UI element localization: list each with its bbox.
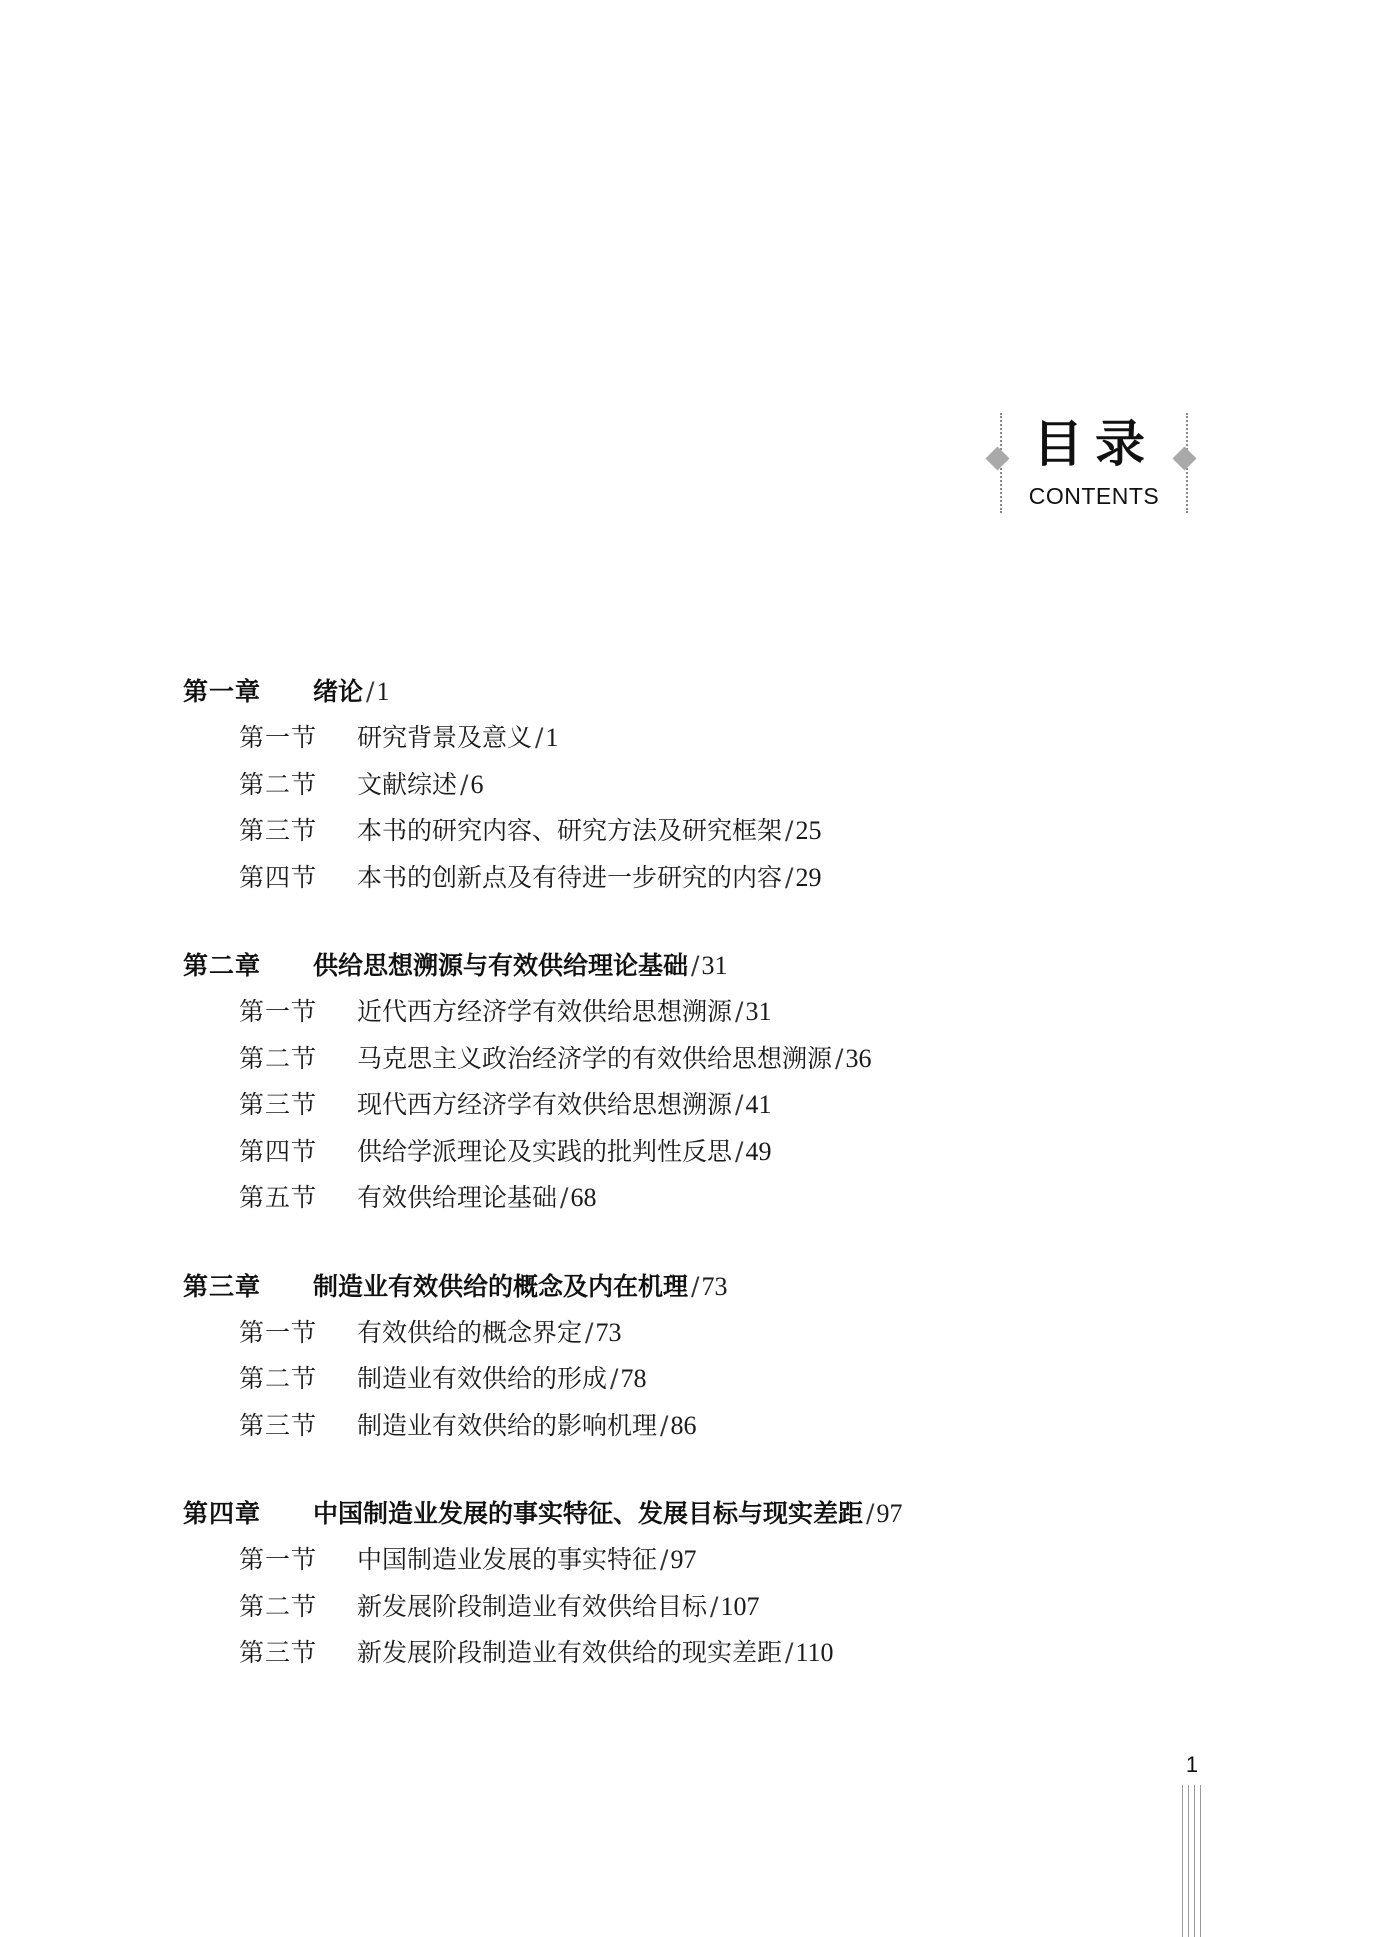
section-entry [183,1359,1183,1406]
section-page-number: 41 [745,1090,772,1119]
section-page-number: 78 [620,1364,647,1393]
section-title: 新发展阶段制造业有效供给的现实差距 [357,1638,783,1667]
section-title: 研究背景及意义 [357,723,533,752]
page-separator: / [785,816,794,845]
chapter-block [183,1267,1183,1453]
section-entry [183,1633,1183,1680]
section-entry [183,1132,1183,1179]
chapter-block [183,672,1183,904]
chapter-page-number: 97 [876,1499,903,1528]
chapter-label: 第一章 [183,677,262,706]
section-page-number: 107 [720,1591,760,1621]
section-page-number: 49 [745,1136,772,1166]
chapter-title: 中国制造业发展的事实特征、发展目标与现实差距 [313,1499,864,1528]
page-separator: / [735,1136,744,1166]
section-entry [183,811,1183,858]
section-page-number: 31 [745,997,772,1026]
section-label: 第三节 [239,1410,318,1440]
page-separator: / [610,1364,619,1393]
section-entry [183,718,1183,765]
section-page-number: 6 [470,769,484,799]
section-label: 第一节 [239,997,318,1026]
section-page-number: 73 [595,1317,622,1347]
page-separator: / [560,1183,569,1212]
section-label: 第二节 [239,769,318,799]
section-entry [183,1313,1183,1360]
toc-heading [985,413,1200,513]
heading-subtitle: CONTENTS [1028,483,1160,509]
chapter-label: 第四章 [183,1499,262,1528]
section-label: 第三节 [239,816,318,845]
section-entry [183,858,1183,905]
diamond-right-icon [1172,446,1196,470]
page-separator: / [835,1043,844,1073]
chapter-page-number: 73 [701,1271,728,1301]
page-separator: / [735,997,744,1026]
folio-rule [1200,1785,1201,1937]
section-entry [183,1085,1183,1132]
section-label: 第二节 [239,1591,318,1621]
section-page-number: 86 [670,1410,697,1440]
section-label: 第四节 [239,1136,318,1166]
section-title: 中国制造业发展的事实特征 [357,1545,658,1574]
folio-rule [1194,1785,1195,1937]
page-separator: / [735,1090,744,1119]
section-title: 新发展阶段制造业有效供给目标 [357,1591,708,1621]
chapter-page-number: 1 [376,677,390,706]
page-separator: / [785,1638,794,1667]
chapter-page-number: 31 [701,951,728,980]
diamond-left-icon [985,446,1009,470]
chapter-label: 第二章 [183,951,262,980]
page-separator: / [660,1545,669,1574]
section-title: 文献综述 [357,769,458,799]
page-separator: / [460,769,469,799]
page-separator: / [785,862,794,892]
section-title: 供给学派理论及实践的批判性反思 [357,1136,733,1166]
section-title: 本书的创新点及有待进一步研究的内容 [357,862,783,892]
section-entry [183,1178,1183,1225]
folio-rules [1180,1785,1204,1937]
section-title: 制造业有效供给的影响机理 [357,1410,658,1440]
chapter-title: 供给思想溯源与有效供给理论基础 [313,951,689,980]
section-page-number: 110 [795,1638,834,1667]
section-label: 第五节 [239,1183,318,1212]
section-page-number: 25 [795,816,822,845]
section-title: 有效供给的概念界定 [357,1317,583,1347]
section-entry [183,1540,1183,1587]
chapter-label: 第三章 [183,1271,262,1301]
page-separator: / [660,1410,669,1440]
page-separator: / [366,677,375,706]
section-entry [183,992,1183,1039]
section-page-number: 1 [545,723,559,752]
section-title: 有效供给理论基础 [357,1183,558,1212]
section-page-number: 97 [670,1545,697,1574]
section-entry [183,1406,1183,1453]
section-page-number: 36 [845,1043,872,1073]
page-separator: / [691,1271,700,1301]
section-label: 第三节 [239,1638,318,1667]
section-entry [183,1039,1183,1086]
section-entry [183,1587,1183,1634]
page-separator: / [866,1499,875,1528]
chapter-block [183,946,1183,1225]
page-separator: / [691,951,700,980]
table-of-contents [183,672,1183,1722]
section-label: 第四节 [239,862,318,892]
section-title: 马克思主义政治经济学的有效供给思想溯源 [357,1043,833,1073]
section-label: 第二节 [239,1364,318,1393]
section-label: 第三节 [239,1090,318,1119]
section-entry [183,765,1183,812]
section-label: 第一节 [239,1317,318,1347]
chapter-entry [183,946,1183,992]
page-number: 1 [1185,1752,1199,1777]
chapter-block [183,1494,1183,1680]
section-label: 第一节 [239,723,318,752]
section-page-number: 68 [570,1183,597,1212]
folio-rule [1182,1785,1183,1937]
page-separator: / [535,723,544,752]
chapter-title: 绪论 [313,677,364,706]
section-title: 现代西方经济学有效供给思想溯源 [357,1090,733,1119]
chapter-entry [183,672,1183,718]
section-title: 本书的研究内容、研究方法及研究框架 [357,816,783,845]
section-page-number: 29 [795,862,822,892]
section-label: 第一节 [239,1545,318,1574]
section-title: 近代西方经济学有效供给思想溯源 [357,997,733,1026]
folio-rule [1188,1785,1189,1937]
chapter-title: 制造业有效供给的概念及内在机理 [313,1271,689,1301]
page-separator: / [710,1591,719,1621]
section-label: 第二节 [239,1043,318,1073]
section-title: 制造业有效供给的形成 [357,1364,608,1393]
chapter-entry [183,1267,1183,1313]
page-separator: / [585,1317,594,1347]
chapter-entry [183,1494,1183,1540]
heading-title: 目录 [1033,414,1157,473]
